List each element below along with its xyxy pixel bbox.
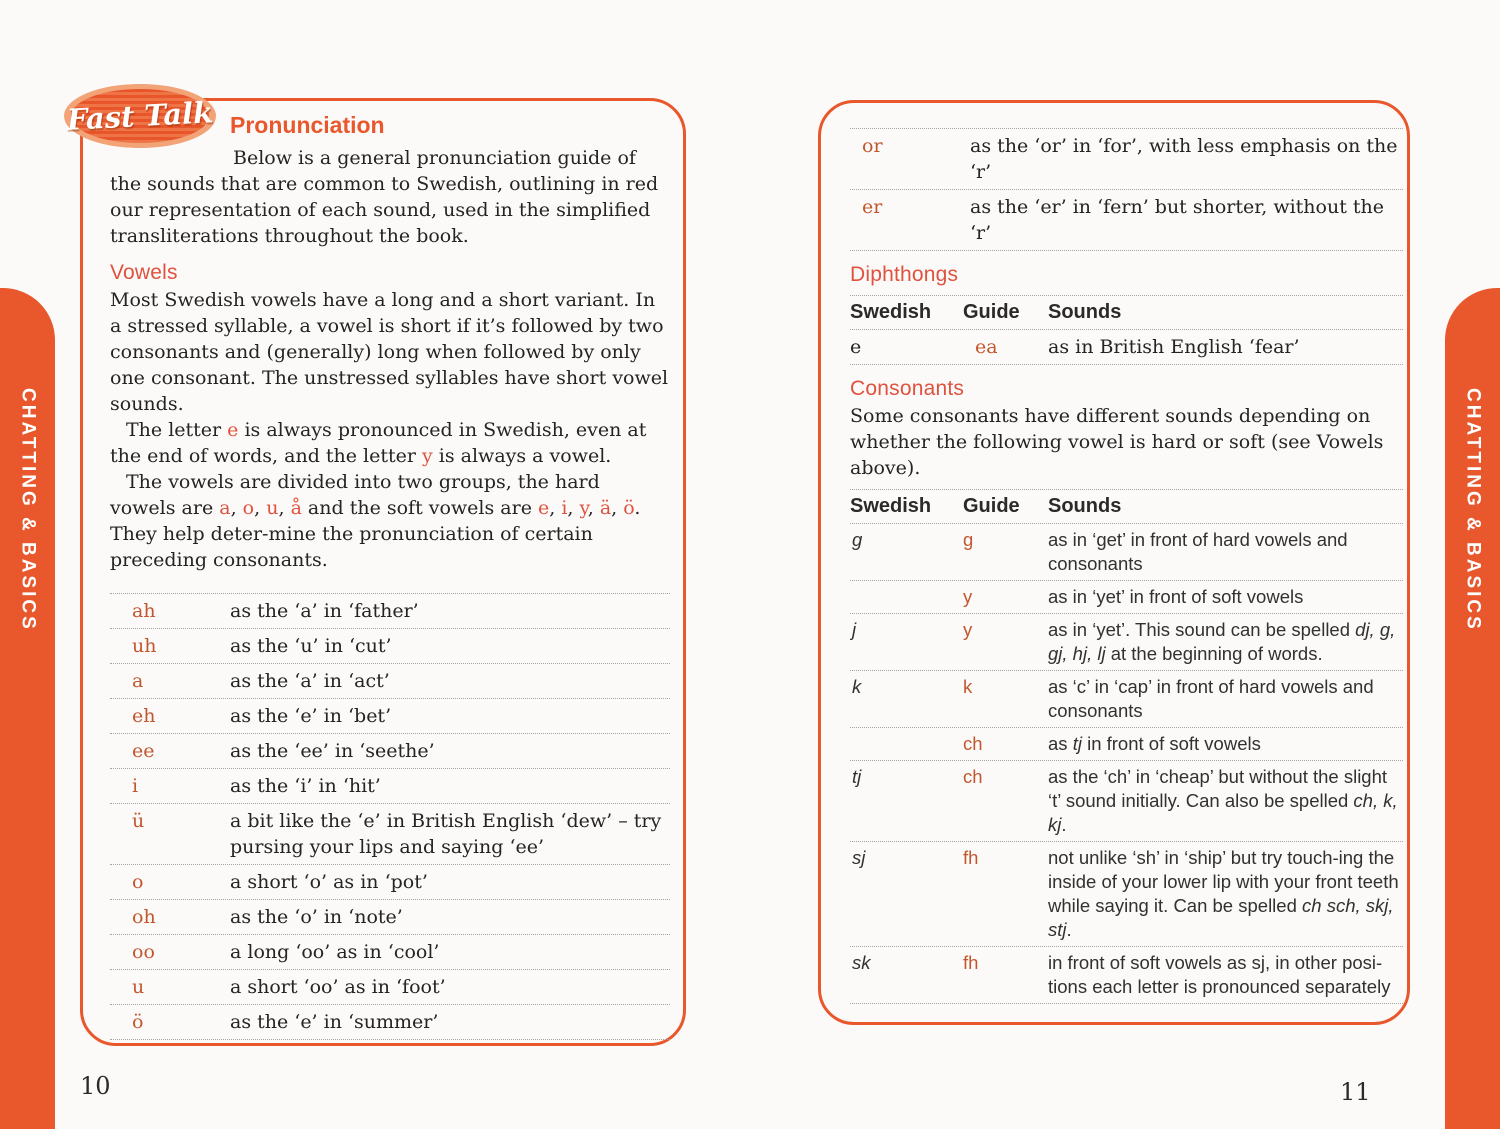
guide-cell: oh <box>132 906 156 928</box>
sounds-cell <box>1048 675 1403 723</box>
guide-cell: ch <box>963 733 983 754</box>
header-sounds: Sounds <box>1048 301 1122 323</box>
text-segment: in front of soft vowels <box>1081 733 1261 754</box>
italic-spelling: tj <box>1072 733 1082 754</box>
table-header-row <box>850 490 1403 524</box>
vowels-heading: Vowels <box>110 261 178 284</box>
text-segment: , <box>567 497 580 519</box>
page-title: Pronunciation <box>230 112 385 138</box>
table-row <box>850 671 1403 728</box>
accent-letter: i <box>561 497 568 519</box>
accent-letter: y <box>422 445 433 467</box>
text-segment: as ‘c’ in ‘cap’ in front of hard vowels and consonants <box>1048 676 1374 721</box>
text-segment: in front of soft vowels as sj, in other posi-tions each letter is pronounced separately <box>1048 952 1391 997</box>
table-row <box>850 728 1403 761</box>
sounds-cell: a short ‘oo’ as in ‘foot’ <box>230 976 446 998</box>
left-page-content <box>110 112 670 1040</box>
text-segment: as the ‘ch’ in ‘cheap’ but without the slight ‘t’ sound initially. Can also be spelled <box>1048 766 1388 811</box>
table-row <box>850 330 1403 365</box>
table-row <box>110 769 670 804</box>
header-sounds: Sounds <box>1048 495 1122 517</box>
swedish-cell: k <box>852 676 862 697</box>
consonants-rows <box>850 524 1403 1004</box>
table-row <box>110 734 670 769</box>
table-row <box>110 699 670 734</box>
table-row <box>110 970 670 1005</box>
sounds-cell <box>1048 732 1403 756</box>
table-row <box>850 947 1403 1004</box>
header-guide: Guide <box>963 301 1020 323</box>
vowels-paragraph-3 <box>110 469 670 573</box>
sounds-cell: as the ‘er’ in ‘fern’ but shorter, without the ‘r’ <box>970 196 1385 244</box>
vowels-paragraph-1: Most Swedish vowels have a long and a short variant. In a stressed syllable, a vowel is short if it’s followed by two consonants and (generally) long when followed by only one consonant. The unstressed syllables have short vowel sounds. <box>110 289 669 415</box>
sounds-cell <box>1048 951 1403 999</box>
swedish-cell: g <box>852 529 863 550</box>
text-segment: The letter <box>126 419 228 441</box>
table-row <box>850 614 1403 671</box>
sounds-cell: as the ‘ee’ in ‘seethe’ <box>230 740 435 762</box>
header-swedish: Swedish <box>850 495 932 517</box>
table-row <box>850 524 1403 581</box>
swedish-cell: e <box>850 336 862 358</box>
consonants-heading: Consonants <box>850 377 965 400</box>
text-segment: , <box>587 497 600 519</box>
sounds-cell <box>1048 585 1403 609</box>
logo-text: Fast Talk <box>66 95 214 137</box>
accent-letter: å <box>290 497 302 519</box>
sounds-cell: as the ‘a’ in ‘act’ <box>230 670 390 692</box>
table-row <box>110 1005 670 1040</box>
guide-cell: y <box>963 619 973 640</box>
guide-cell: ee <box>132 740 155 762</box>
intro-paragraph: Below is a general pronunciation guide of the sounds that are common to Swedish, outlining in red our representation of each sound, used in the simplified transliterations throughout the book. <box>110 147 659 247</box>
guide-cell: fh <box>963 952 979 973</box>
guide-cell: or <box>862 135 883 157</box>
diphthongs-rows <box>850 330 1403 365</box>
sounds-cell: as the ‘e’ in ‘bet’ <box>230 705 392 727</box>
sounds-cell: as the ‘a’ in ‘father’ <box>230 600 419 622</box>
sounds-cell: as the ‘e’ in ‘summer’ <box>230 1011 439 1033</box>
guide-cell: ah <box>132 600 156 622</box>
sounds-cell <box>1048 618 1403 666</box>
table-row <box>110 865 670 900</box>
table-row <box>850 761 1403 842</box>
page-number-left: 10 <box>80 1072 111 1100</box>
vowel-table <box>110 593 670 1040</box>
diphthongs-heading: Diphthongs <box>850 263 959 286</box>
sounds-cell: as in British English ‘fear’ <box>1048 336 1300 358</box>
swedish-cell: tj <box>852 766 862 787</box>
accent-letter: ö <box>623 497 635 519</box>
text-segment: at the beginning of words. <box>1105 643 1323 664</box>
table-row <box>110 935 670 970</box>
chapter-tab-right <box>1445 288 1500 1129</box>
accent-letter: ä <box>599 497 612 519</box>
guide-cell: uh <box>132 635 157 657</box>
text-segment: as in ‘yet’ in front of soft vowels <box>1048 586 1304 607</box>
header-swedish: Swedish <box>850 301 932 323</box>
table-row <box>850 581 1403 614</box>
sounds-cell <box>1048 765 1403 837</box>
header-guide: Guide <box>963 495 1020 517</box>
text-segment: . <box>1066 919 1072 940</box>
guide-cell: ö <box>132 1011 144 1033</box>
table-row <box>850 129 1403 190</box>
table-row <box>850 190 1403 251</box>
guide-cell: i <box>132 775 139 797</box>
text-segment: not unlike ‘sh’ in ‘ship’ but try touch-ing the inside of your lower lip with your front teeth while saying it. Can be spelled <box>1048 847 1399 916</box>
consonants-paragraph: Some consonants have different sounds depending on whether the following vowel is hard or soft (see Vowels above). <box>850 405 1384 479</box>
diphthongs-table <box>850 295 1403 365</box>
sounds-cell <box>1048 528 1403 576</box>
accent-letter: a <box>219 497 231 519</box>
accent-letter: y <box>579 497 588 519</box>
guide-cell: er <box>862 196 883 218</box>
table-row <box>850 842 1403 947</box>
accent-letter: e <box>227 419 239 441</box>
text-segment: and the soft vowels are <box>301 497 538 519</box>
guide-cell: oo <box>132 941 155 963</box>
sounds-cell: a bit like the ‘e’ in British English ‘dew’ – try pursing your lips and saying ‘ee’ <box>230 810 662 858</box>
text-segment: is always a vowel. <box>432 445 612 467</box>
sounds-cell: as the ‘o’ in ‘note’ <box>230 906 403 928</box>
text-segment: The vowels are divided into two groups, the hard vowels are <box>110 471 600 519</box>
swedish-cell: sj <box>852 847 866 868</box>
text-segment: . <box>1061 814 1067 835</box>
guide-cell: eh <box>132 705 156 727</box>
sounds-cell: as the ‘or’ in ‘for’, with less emphasis on the ‘r’ <box>970 135 1398 183</box>
accent-letter: o <box>242 497 255 519</box>
text-segment: , <box>549 497 562 519</box>
guide-cell: fh <box>963 847 979 868</box>
italic-spelling: ch, k, kj <box>1048 790 1398 835</box>
swedish-cell <box>850 585 963 609</box>
vowels-paragraph-2 <box>110 417 670 469</box>
sounds-cell <box>1048 846 1403 942</box>
table-row <box>110 900 670 935</box>
table-row <box>110 804 670 865</box>
text-segment: is always pronounced in Swedish, even at the end of words, and the letter <box>110 419 647 467</box>
chapter-tab-label: CHATTING & BASICS <box>1462 388 1484 632</box>
vowel-table-continued <box>850 128 1403 251</box>
consonants-table <box>850 489 1403 1004</box>
accent-letter: u <box>266 497 279 519</box>
guide-cell: u <box>132 976 145 998</box>
guide-cell: o <box>132 871 144 893</box>
sounds-cell: a short ‘o’ as in ‘pot’ <box>230 871 428 893</box>
text-segment: as <box>1048 733 1073 754</box>
table-row <box>110 629 670 664</box>
guide-cell: k <box>963 676 973 697</box>
right-page-content <box>850 118 1403 1004</box>
text-segment: , <box>254 497 267 519</box>
text-segment: , <box>611 497 624 519</box>
swedish-cell <box>850 732 963 756</box>
italic-spelling: ch sch, skj, stj <box>1048 895 1394 940</box>
sounds-cell: as the ‘u’ in ‘cut’ <box>230 635 392 657</box>
italic-spelling: dj, g, gj, hj, lj <box>1048 619 1396 664</box>
text-segment: as in ‘yet’. This sound can be spelled <box>1048 619 1356 640</box>
sounds-cell: as the ‘i’ in ‘hit’ <box>230 775 381 797</box>
table-header-row <box>850 296 1403 330</box>
text-segment: , <box>278 497 291 519</box>
text-segment: . They help deter-mine the pronunciation of certain preceding consonants. <box>110 497 641 571</box>
guide-cell: ea <box>975 336 998 358</box>
page-number-right: 11 <box>1340 1078 1371 1106</box>
table-row <box>110 664 670 699</box>
sounds-cell: a long ‘oo’ as in ‘cool’ <box>230 941 440 963</box>
guide-cell: ch <box>963 766 983 787</box>
swedish-cell: sk <box>852 952 871 973</box>
swedish-cell: j <box>852 619 857 640</box>
chapter-tab-left <box>0 288 55 1129</box>
table-row <box>110 594 670 629</box>
text-segment: , <box>230 497 243 519</box>
guide-cell: a <box>132 670 144 692</box>
chapter-tab-label: CHATTING & BASICS <box>17 388 39 632</box>
guide-cell: y <box>963 586 973 607</box>
text-segment: as in ‘get’ in front of hard vowels and consonants <box>1048 529 1348 574</box>
guide-cell: ü <box>132 810 145 832</box>
guide-cell: g <box>963 529 974 550</box>
accent-letter: e <box>538 497 550 519</box>
